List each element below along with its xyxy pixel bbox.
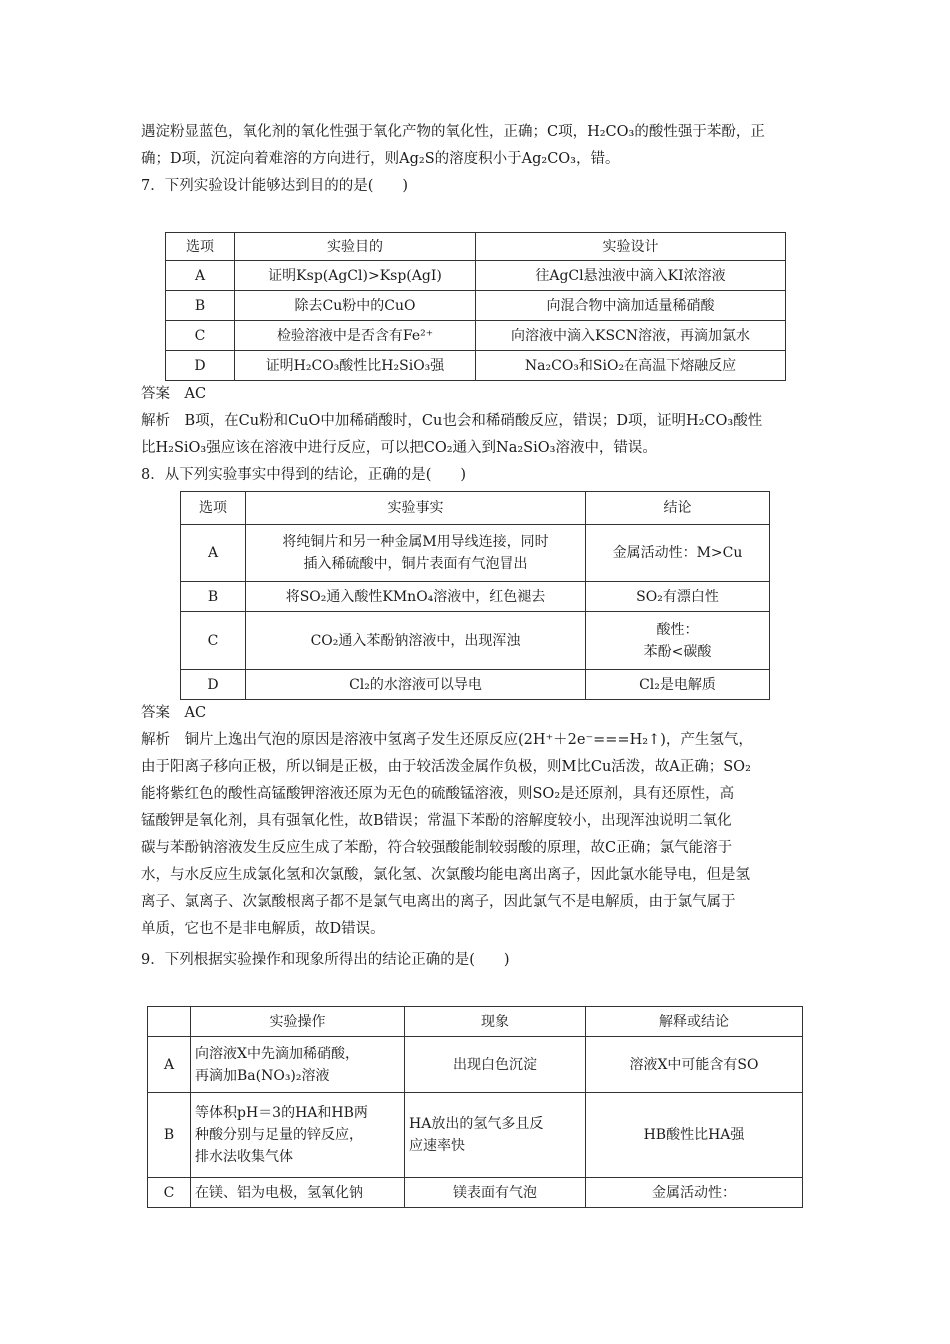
q8-question: 8．从下列实验事实中得到的结论，正确的是( )	[141, 467, 467, 483]
q8-row-a-conclusion: 金属活动性：M>Cu	[586, 525, 770, 582]
q9-row-c-phenomenon: 镁表面有气泡	[405, 1178, 586, 1208]
q9-table	[147, 1006, 803, 1208]
q7-row-d-option: D	[166, 351, 235, 381]
q7-answer: 答案 AC	[141, 386, 207, 402]
q8-analysis-line-7: 离子、氯离子、次氯酸根离子都不是氯气电离出的离子，因此氯气不是电解质，由于氯气属于	[141, 894, 736, 910]
q9-row-b-phenomenon-line-2: 应速率快	[409, 1138, 465, 1154]
table-row	[166, 351, 786, 381]
table-row	[166, 261, 786, 291]
q7-table	[165, 232, 786, 381]
q8-analysis-line-1: 解析 铜片上逸出气泡的原因是溶液中氢离子发生还原反应(2H⁺＋2e⁻===H₂↑)，产生氢气，	[141, 732, 753, 748]
q7-header-option: 选项	[166, 233, 235, 261]
q7-row-a-design: 往AgCl悬浊液中滴入KI浓溶液	[476, 261, 786, 291]
table-row	[181, 670, 770, 700]
q7-row-d-design: Na₂CO₃和SiO₂在高温下熔融反应	[476, 351, 786, 381]
q9-header-option	[148, 1007, 191, 1037]
q8-row-d-option: D	[181, 670, 246, 700]
table-row	[148, 1037, 803, 1093]
q7-row-c-design: 向溶液中滴入KSCN溶液，再滴加氯水	[476, 321, 786, 351]
table-row	[148, 1178, 803, 1208]
q9-row-c-conclusion: 金属活动性：	[586, 1178, 803, 1208]
q8-row-a-fact-line-1: 将纯铜片和另一种金属M用导线连接，同时	[282, 534, 549, 550]
q7-row-b-design: 向混合物中滴加适量稀硝酸	[476, 291, 786, 321]
q8-header-option: 选项	[181, 492, 246, 525]
q9-row-b-operation-line-2: 种酸分别与足量的锌反应，	[195, 1127, 363, 1143]
q8-row-b-option: B	[181, 582, 246, 612]
q7-header-design: 实验设计	[476, 233, 786, 261]
q7-row-a-purpose: 证明Ksp(AgCl)>Ksp(AgI)	[235, 261, 476, 291]
q7-row-c-purpose: 检验溶液中是否含有Fe²⁺	[235, 321, 476, 351]
q8-row-b-conclusion: SO₂有漂白性	[586, 582, 770, 612]
q7-row-b-option: B	[166, 291, 235, 321]
q9-row-b-phenomenon-line-1: HA放出的氢气多且反	[409, 1116, 544, 1132]
q9-row-b-option: B	[148, 1093, 191, 1178]
q8-row-b-fact: 将SO₂通入酸性KMnO₄溶液中，红色褪去	[246, 582, 586, 612]
q7-header-purpose: 实验目的	[235, 233, 476, 261]
q7-row-d-purpose: 证明H₂CO₃酸性比H₂SiO₃强	[235, 351, 476, 381]
q9-header-conclusion: 解释或结论	[586, 1007, 803, 1037]
q8-analysis-line-2: 由于阳离子移向正极，所以铜是正极，由于较活泼金属作负极，则M比Cu活泼，故A正确；SO₂	[141, 759, 751, 775]
q8-row-c-fact: CO₂通入苯酚钠溶液中，出现浑浊	[246, 612, 586, 670]
q9-question: 9．下列根据实验操作和现象所得出的结论正确的是( )	[141, 952, 510, 968]
q8-analysis-line-5: 碳与苯酚钠溶液发生反应生成了苯酚，符合较强酸能制较弱酸的原理，故C正确；氯气能溶于	[141, 840, 733, 856]
q8-row-a-option: A	[181, 525, 246, 582]
q9-row-a-phenomenon: 出现白色沉淀	[405, 1037, 586, 1093]
q9-row-a-conclusion: 溶液X中可能含有SO	[586, 1037, 803, 1093]
q7-row-a-option: A	[166, 261, 235, 291]
table-row	[181, 582, 770, 612]
q9-header-operation: 实验操作	[191, 1007, 405, 1037]
q8-row-c-conclusion-line-2: 苯酚<碳酸	[643, 643, 712, 660]
q9-row-c-operation: 在镁、铝为电极，氢氧化钠	[191, 1178, 405, 1208]
table-row	[148, 1093, 803, 1178]
intro-line-2: 确；D项，沉淀向着难溶的方向进行，则Ag₂S的溶度积小于Ag₂CO₃，错。	[141, 151, 620, 167]
q7-question: 7．下列实验设计能够达到目的的是( )	[141, 178, 409, 194]
q8-table	[180, 491, 770, 700]
q8-header-fact: 实验事实	[246, 492, 586, 525]
q8-answer: 答案 AC	[141, 705, 207, 721]
table-row	[166, 291, 786, 321]
q8-row-c-option: C	[181, 612, 246, 670]
q8-analysis-line-6: 水，与水反应生成氯化氢和次氯酸，氯化氢、次氯酸均能电离出离子，因此氯水能导电，但是氢	[141, 867, 750, 883]
q7-analysis-line-1: 解析 B项，在Cu粉和CuO中加稀硝酸时，Cu也会和稀硝酸反应，错误；D项，证明H₂CO₃酸性	[141, 413, 763, 429]
q8-analysis-line-8: 单质，它也不是非电解质，故D错误。	[141, 921, 385, 937]
table-row	[181, 525, 770, 582]
q7-row-b-purpose: 除去Cu粉中的CuO	[235, 291, 476, 321]
intro-line-1: 遇淀粉显蓝色，氧化剂的氧化性强于氧化产物的氧化性，正确；C项，H₂CO₃的酸性强于苯酚，正	[141, 124, 765, 140]
q9-row-a-operation-line-1: 向溶液X中先滴加稀硝酸，	[195, 1045, 359, 1062]
q8-analysis-line-4: 锰酸钾是氧化剂，具有强氧化性，故B错误；常温下苯酚的溶解度较小，出现浑浊说明二氧化	[141, 813, 732, 829]
q9-row-a-operation-line-2: 再滴加Ba(NO₃)₂溶液	[195, 1067, 330, 1084]
q7-row-c-option: C	[166, 321, 235, 351]
q8-row-d-conclusion: Cl₂是电解质	[586, 670, 770, 700]
q9-header-phenomenon: 现象	[405, 1007, 586, 1037]
q8-row-a-fact-line-2: 插入稀硫酸中，铜片表面有气泡冒出	[303, 556, 528, 572]
q9-row-a-option: A	[148, 1037, 191, 1093]
q9-row-b-conclusion: HB酸性比HA强	[586, 1093, 803, 1178]
q7-analysis-line-2: 比H₂SiO₃强应该在溶液中进行反应，可以把CO₂通入到Na₂SiO₃溶液中，错误。	[141, 440, 657, 456]
table-row	[181, 612, 770, 670]
q9-row-c-option: C	[148, 1178, 191, 1208]
table-row	[166, 321, 786, 351]
q8-analysis-line-3: 能将紫红色的酸性高锰酸钾溶液还原为无色的硫酸锰溶液，则SO₂是还原剂，具有还原性，高	[141, 786, 735, 802]
q9-row-b-operation-line-1: 等体积pH＝3的HA和HB两	[195, 1105, 368, 1121]
q8-row-d-fact: Cl₂的水溶液可以导电	[246, 670, 586, 700]
q8-row-c-conclusion-line-1: 酸性：	[656, 621, 699, 638]
q8-header-conclusion: 结论	[586, 492, 770, 525]
q9-row-b-operation-line-3: 排水法收集气体	[195, 1149, 293, 1165]
